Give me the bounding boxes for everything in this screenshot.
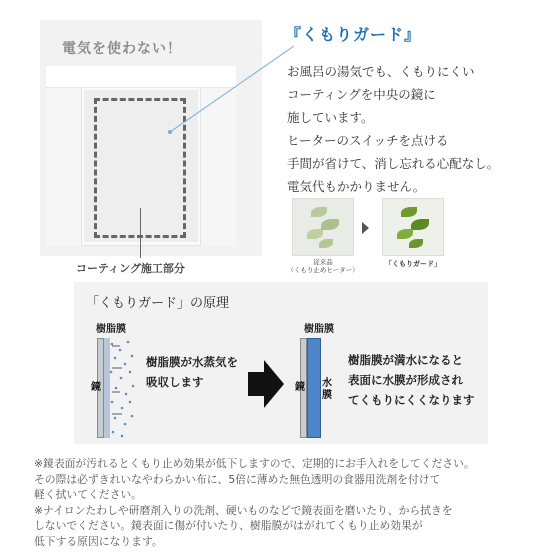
right-water-film xyxy=(307,338,321,438)
cabinet-left-door xyxy=(46,88,82,246)
footnote-line: ※ナイロンたわしや研磨剤入りの洗剤、硬いものなどで鏡表面を磨いたり、から拭きを xyxy=(34,503,453,517)
footnote-line: しないでください。鏡表面に傷が付いたり、樹脂膜がはがれてくもり止め効果が xyxy=(34,519,423,532)
conventional-mirror-photo xyxy=(292,198,354,256)
conventional-caption xyxy=(286,258,360,274)
plant-leaf xyxy=(321,219,339,230)
plant-leaf xyxy=(311,207,327,217)
plant-leaf xyxy=(411,219,429,230)
no-electric-label: 電気を使わない！ xyxy=(62,41,182,57)
vapor-dots-icon xyxy=(106,336,136,440)
description-line: 電気代もかかりません。 xyxy=(287,179,426,194)
transition-arrow-icon xyxy=(246,358,286,410)
right-explanation-line: 樹脂膜が満水になると xyxy=(348,353,463,367)
feature-description xyxy=(287,60,547,198)
plant-leaf xyxy=(401,207,417,217)
left-mirror-label: 鏡 xyxy=(91,382,101,393)
left-explanation xyxy=(146,352,238,392)
footnotes xyxy=(34,456,534,549)
coating-leader-line xyxy=(140,208,141,258)
description-line: コーティングを中央の鏡に xyxy=(287,87,436,102)
plant-leaf xyxy=(307,229,323,239)
description-line: 手間が省けて、消し忘れる心配なし。 xyxy=(287,156,500,171)
coating-area-label: コーティング施工部分 xyxy=(76,262,185,275)
left-explanation-line: 吸収します xyxy=(146,375,204,389)
footnote-line: 低下する原因になります。 xyxy=(34,534,163,548)
left-explanation-line: 樹脂膜が水蒸気を xyxy=(146,355,238,369)
principle-title: 「くもりガード」の原理 xyxy=(86,296,230,311)
right-mirror-label: 鏡 xyxy=(295,382,305,393)
plant-leaf xyxy=(319,239,333,248)
compare-arrow-icon xyxy=(362,222,369,234)
right-explanation xyxy=(348,350,475,410)
footnote-line: 軽く拭いてください。 xyxy=(34,488,142,501)
description-line: お風呂の湯気でも、くもりにくい xyxy=(287,64,475,79)
footnote-line: その際は必ずきれいなやわらかい布に、5倍に薄めた無色透明の食器用洗剤を付けて xyxy=(34,472,441,486)
right-explanation-line: てくもりにくくなります xyxy=(348,393,475,407)
right-water-label: 水 膜 xyxy=(322,378,332,401)
plant-leaf xyxy=(409,239,423,248)
kumori-caption: 「くもりガード」 xyxy=(385,260,441,268)
description-line: 施しています。 xyxy=(287,110,374,125)
feature-title: 『くもりガード』 xyxy=(285,25,422,44)
plant-leaf xyxy=(397,229,413,239)
footnote-line: ※鏡表面が汚れるとくもり止め効果が低下しますので、定期的にお手入れをしてください。 xyxy=(34,457,475,470)
kumori-guard-mirror-photo xyxy=(382,198,444,256)
conventional-caption-line: 従来品 xyxy=(313,258,333,266)
conventional-caption-line: （くもり止めヒーター） xyxy=(287,266,359,274)
left-resin-label: 樹脂膜 xyxy=(96,324,126,335)
right-explanation-line: 表面に水膜が形成され xyxy=(348,373,463,387)
right-resin-label: 樹脂膜 xyxy=(304,324,334,335)
description-line: ヒーターのスイッチを点ける xyxy=(287,133,449,148)
callout-leader-line xyxy=(160,40,300,140)
